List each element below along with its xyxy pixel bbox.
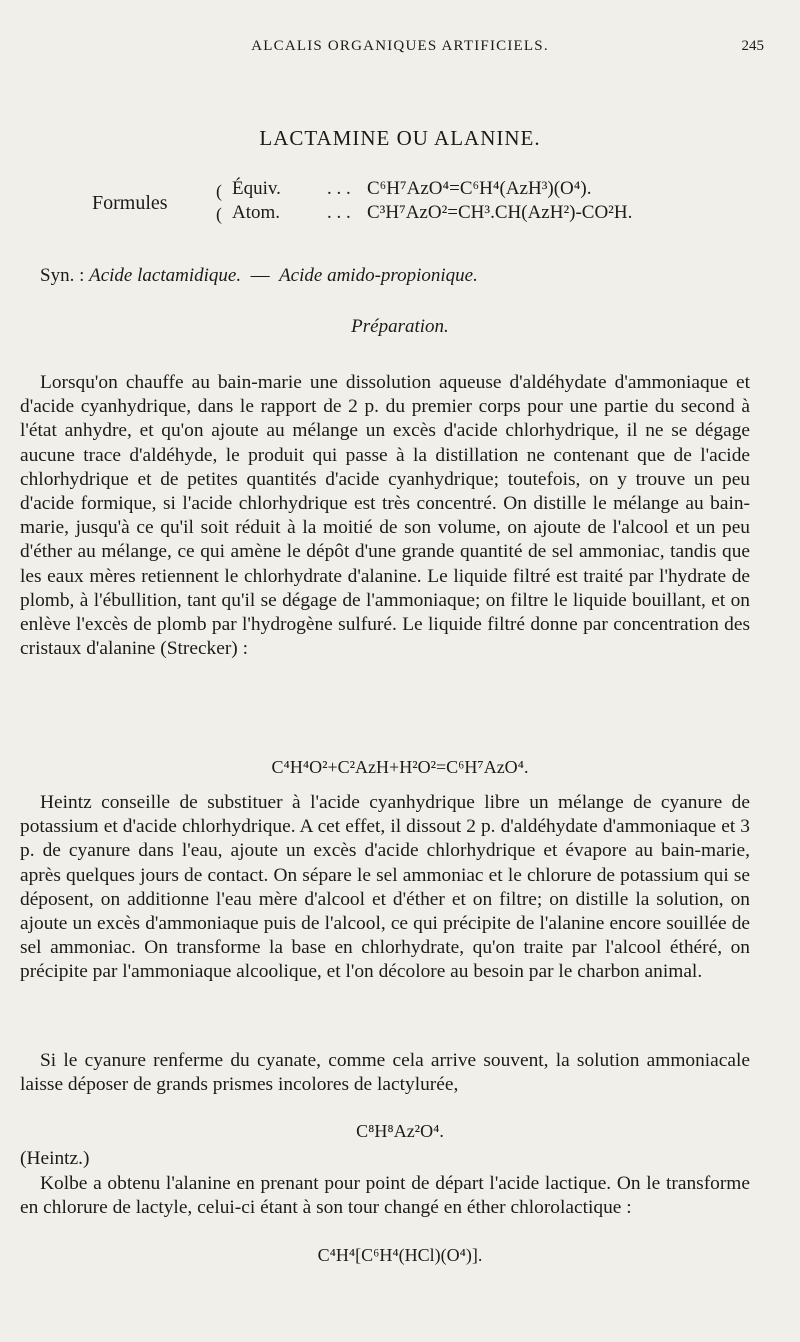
paragraph bbox=[20, 1172, 750, 1220]
brace-glyph: ( ( bbox=[216, 181, 222, 224]
formula-row-atom bbox=[232, 202, 632, 224]
paragraph bbox=[20, 1049, 750, 1097]
formula-row-name: Équiv. bbox=[232, 178, 281, 199]
section-heading: Préparation. bbox=[351, 316, 449, 337]
section-title: LACTAMINE OU ALANINE. bbox=[259, 126, 541, 150]
synonyms-line bbox=[40, 265, 478, 287]
page-number: 245 bbox=[741, 38, 764, 54]
formula-row-dots: . . . bbox=[327, 178, 351, 199]
formulas-label: Formules bbox=[92, 192, 168, 214]
page-header bbox=[0, 38, 800, 62]
formula-row-formula: C⁶H⁷AzO⁴=C⁶H⁴(AzH³)(O⁴). bbox=[367, 178, 592, 199]
equation: C⁴H⁴O²+C²AzH+H²O²=C⁶H⁷AzO⁴. bbox=[271, 757, 529, 777]
paragraph bbox=[20, 371, 750, 661]
synonym-term: Acide amido-propionique. bbox=[279, 265, 478, 286]
synonym-term: Acide lactamidique. bbox=[89, 265, 242, 286]
formulas-block bbox=[92, 178, 712, 238]
equation: C⁸H⁸Az²O⁴. bbox=[356, 1121, 444, 1141]
formula-row-dots: . . . bbox=[327, 202, 351, 223]
synonym-separator: — bbox=[250, 265, 270, 286]
running-title: ALCALIS ORGANIQUES ARTIFICIELS. bbox=[251, 38, 549, 54]
formula-row-name: Atom. bbox=[232, 202, 281, 223]
paragraph-text: Heintz conseille de substituer à l'acide cyanhydrique libre un mélange de cyanure de potassium et d'acide chlorhydrique. A cet effet, il dissout 2 p. d'aldéhydate d'ammoniaque et 3 p. de cyanure dans l'eau, ajoute un excès d'acide chlorhydrique et évapore au bain-marie, après quelques jours de contact. On sépare le sel ammoniac et le chlorure de potassium qui se déposent, on additionne l'eau mère d'alcool et d'éther et on filtre; on distille la solution, on ajoute un excès d'ammoniaque puis de l'alcool, ce qui précipite de l'alanine encore souillée de sel ammoniac. On transforme la base en chlorhydrate, qu'on traite par l'alcool éthéré, on précipite par l'ammoniaque alcoolique, et l'on décolore au besoin par le charbon animal. bbox=[20, 792, 750, 983]
paragraph bbox=[20, 791, 750, 985]
equation: C⁴H⁴[C⁶H⁴(HCl)(O⁴)]. bbox=[317, 1245, 483, 1265]
paragraph-text: Si le cyanure renferme du cyanate, comme cela arrive souvent, la solution ammoniacale laisse déposer de grands prismes incolores de lactylurée, bbox=[20, 1050, 750, 1096]
citation: (Heintz.) bbox=[20, 1148, 90, 1169]
formula-row-equiv bbox=[232, 178, 591, 200]
paragraph-text: Lorsqu'on chauffe au bain-marie une dissolution aqueuse d'aldéhydate d'ammoniaque et d'acide cyanhydrique, dans le rapport de 2 p. du premier corps pour une partie du second à l'état anhydre, et qu'on ajoute au mélange un excès d'acide chlorhydrique, il ne se dégage aucune trace d'aldéhyde, le produit qui passe à la distillation ne contenant que de l'acide chlorhydrique et de petites quantités d'acide cyanhydrique; toutefois, on y trouve un peu d'acide formique, si l'acide chlorhydrique est très concentré. On distille le mélange au bain-marie, jusqu'à ce qu'il soit réduit à la moitié de son volume, on ajoute de l'alcool et un peu d'éther au mélange, ce qui amène le dépôt d'une grande quantité de sel ammoniac, tandis que les eaux mères retiennent le chlorhydrate d'alanine. Le liquide filtré est traité par l'hydrate de plomb, à l'ébullition, tant qu'il se dégage de l'ammoniaque; on filtre le liquide bouillant, et on enlève l'excès de plomb par l'hydrogène sulfuré. Le liquide filtré donne par concentration des cristaux d'alanine (Strecker) : bbox=[20, 372, 750, 660]
synonyms-prefix: Syn. : bbox=[40, 265, 85, 286]
formula-row-formula: C³H⁷AzO²=CH³.CH(AzH²)-CO²H. bbox=[367, 202, 633, 223]
paragraph-text: Kolbe a obtenu l'alanine en prenant pour point de départ l'acide lactique. On le transforme en chlorure de lactyle, celui-ci étant à son tour changé en éther chlorolactique : bbox=[20, 1173, 750, 1219]
